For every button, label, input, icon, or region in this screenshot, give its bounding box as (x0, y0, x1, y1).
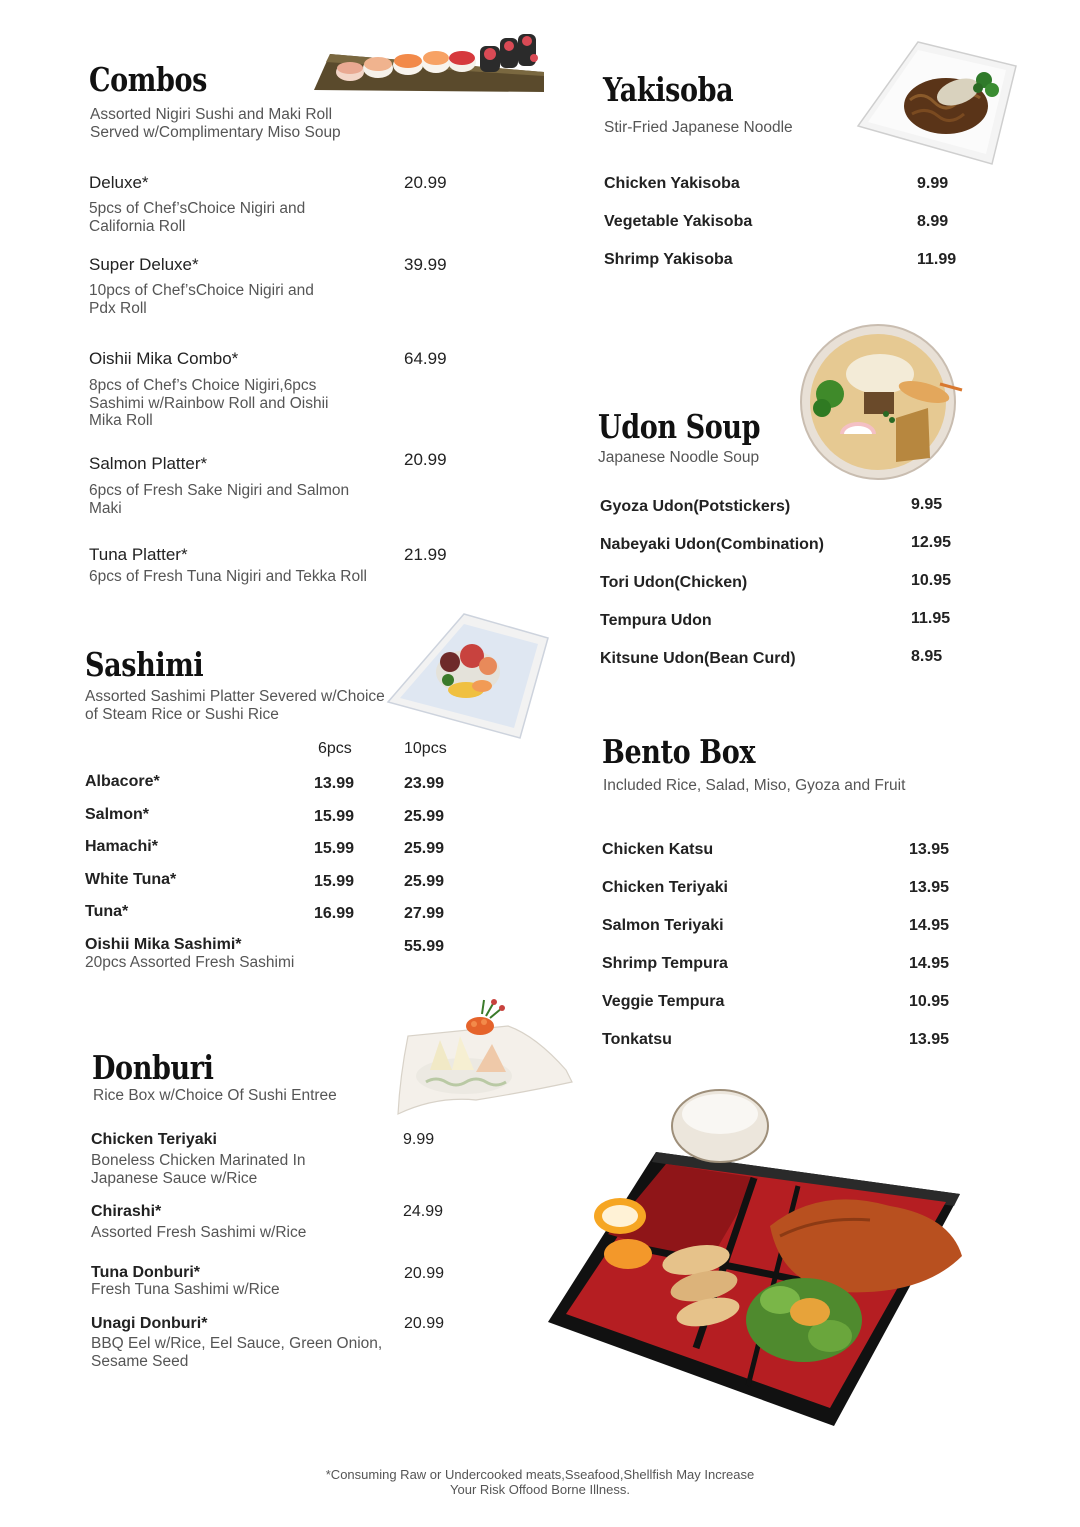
sashimi-item-price-10: 25.99 (404, 840, 445, 857)
sashimi-item-name: Albacore* (85, 773, 160, 790)
udon-title: Udon Soup (598, 407, 761, 446)
sashimi-item-price-6: 13.99 (314, 775, 355, 792)
bento-item-price: 13.95 (909, 1031, 950, 1048)
yakisoba-plate-photo (858, 40, 1018, 166)
bento-item-name: Shrimp Tempura (602, 955, 728, 972)
sashimi-special-name: Oishii Mika Sashimi* (85, 936, 242, 953)
yakisoba-subtitle: Stir-Fried Japanese Noodle (604, 119, 793, 136)
donburi-item-desc: Fresh Tuna Sashimi w/Rice (91, 1281, 280, 1298)
udon-item-name: Gyoza Udon(Potstickers) (600, 498, 791, 515)
sashimi-col-10pcs: 10pcs (404, 740, 447, 757)
donburi-item-name: Chicken Teriyaki (91, 1131, 217, 1148)
bento-item-price: 13.95 (909, 841, 950, 858)
udon-item-price: 10.95 (911, 572, 952, 589)
footer-line-1: *Consuming Raw or Undercooked meats,Sseafood,Shellfish May Increase (325, 1467, 755, 1482)
yakisoba-title: Yakisoba (603, 70, 734, 109)
bento-item-price: 14.95 (909, 917, 950, 934)
yakisoba-item-name: Chicken Yakisoba (604, 175, 740, 192)
sushi-platter-photo (312, 32, 548, 94)
menu-item-desc: 6pcs of Fresh Sake Nigiri and Salmon Maki (89, 482, 350, 517)
udon-item-name: Kitsune Udon(Bean Curd) (600, 650, 796, 667)
sashimi-item-price-10: 27.99 (404, 905, 445, 922)
udon-item-price: 12.95 (911, 534, 952, 551)
menu-item-price: 21.99 (404, 545, 447, 564)
sashimi-item-price-10: 25.99 (404, 873, 445, 890)
donburi-item-price: 24.99 (403, 1203, 444, 1220)
footer-disclaimer (230, 1467, 850, 1497)
sashimi-item-name: Salmon* (85, 806, 150, 823)
menu-item-price: 39.99 (404, 255, 447, 274)
bento-item-price: 10.95 (909, 993, 950, 1010)
sashimi-item-price-10: 23.99 (404, 775, 445, 792)
yakisoba-item-price: 9.99 (917, 175, 949, 192)
sashimi-item-price-6: 16.99 (314, 905, 355, 922)
combos-subtitle: Assorted Nigiri Sushi and Maki Roll Served w/Complimentary Miso Soup (90, 106, 341, 141)
yakisoba-item-price: 8.99 (917, 213, 949, 230)
sashimi-item-name: White Tuna* (85, 871, 177, 888)
footer-line-2: Your Risk Offood Borne Illness. (450, 1482, 630, 1497)
yakisoba-item-price: 11.99 (917, 251, 957, 268)
menu-item-desc: 6pcs of Fresh Tuna Nigiri and Tekka Roll (89, 568, 367, 585)
bento-item-name: Salmon Teriyaki (602, 917, 724, 934)
sashimi-title: Sashimi (85, 645, 204, 684)
bento-item-price: 13.95 (909, 879, 950, 896)
sashimi-item-price-6: 15.99 (314, 840, 355, 857)
sashimi-plate-photo (388, 612, 550, 740)
donburi-title: Donburi (92, 1048, 214, 1087)
menu-item-price: 64.99 (404, 349, 447, 368)
udon-item-name: Nabeyaki Udon(Combination) (600, 536, 825, 553)
donburi-item-desc: Assorted Fresh Sashimi w/Rice (91, 1224, 307, 1241)
sashimi-col-6pcs: 6pcs (318, 740, 352, 757)
menu-item-name: Oishii Mika Combo* (89, 349, 239, 368)
udon-item-price: 9.95 (911, 496, 943, 513)
donburi-item-name: Chirashi* (91, 1203, 162, 1220)
udon-item-name: Tori Udon(Chicken) (600, 574, 748, 591)
udon-item-price: 8.95 (911, 648, 943, 665)
udon-item-name: Tempura Udon (600, 612, 712, 629)
donburi-subtitle: Rice Box w/Choice Of Sushi Entree (93, 1087, 337, 1104)
menu-item-desc: 5pcs of Chef’sChoice Nigiri and California Roll (89, 200, 306, 235)
bento-item-name: Chicken Katsu (602, 841, 714, 858)
menu-item-name: Super Deluxe* (89, 255, 199, 274)
yakisoba-item-name: Vegetable Yakisoba (604, 213, 753, 230)
bento-item-name: Tonkatsu (602, 1031, 672, 1048)
sashimi-item-name: Hamachi* (85, 838, 158, 855)
combos-title: Combos (89, 60, 207, 99)
udon-bowl-photo (800, 322, 968, 480)
bento-title: Bento Box (602, 732, 756, 771)
bento-item-name: Veggie Tempura (602, 993, 725, 1010)
donburi-item-name: Unagi Donburi* (91, 1315, 208, 1332)
yakisoba-item-name: Shrimp Yakisoba (604, 251, 733, 268)
donburi-item-price: 20.99 (404, 1315, 445, 1332)
menu-item-price: 20.99 (404, 173, 447, 192)
bento-subtitle: Included Rice, Salad, Miso, Gyoza and Fruit (603, 777, 906, 794)
menu-item-name: Salmon Platter* (89, 454, 208, 473)
sashimi-item-price-10: 25.99 (404, 808, 445, 825)
menu-item-name: Tuna Platter* (89, 545, 188, 564)
udon-item-price: 11.95 (911, 610, 951, 627)
udon-subtitle: Japanese Noodle Soup (598, 449, 760, 466)
donburi-item-price: 20.99 (404, 1265, 445, 1282)
bento-item-name: Chicken Teriyaki (602, 879, 728, 896)
sashimi-item-name: Tuna* (85, 903, 129, 920)
donburi-item-name: Tuna Donburi* (91, 1264, 201, 1281)
sashimi-special-desc: 20pcs Assorted Fresh Sashimi (85, 954, 295, 971)
menu-item-desc: 8pcs of Chef’s Choice Nigiri,6pcs Sashimi w/Rainbow Roll and Oishii Mika Roll (89, 377, 329, 429)
sashimi-special-price: 55.99 (404, 938, 445, 955)
menu-item-name: Deluxe* (89, 173, 149, 192)
bento-item-price: 14.95 (909, 955, 950, 972)
sashimi-subtitle: Assorted Sashimi Platter Severed w/Choice of Steam Rice or Sushi Rice (85, 688, 385, 723)
menu-item-price: 20.99 (404, 450, 447, 469)
donburi-item-desc: BBQ Eel w/Rice, Eel Sauce, Green Onion, Sesame Seed (91, 1335, 383, 1370)
sashimi-item-price-6: 15.99 (314, 873, 355, 890)
bento-box-photo (548, 1086, 964, 1428)
donburi-item-desc: Boneless Chicken Marinated In Japanese Sauce w/Rice (91, 1152, 306, 1187)
sashimi-item-price-6: 15.99 (314, 808, 355, 825)
menu-item-desc: 10pcs of Chef’sChoice Nigiri and Pdx Roll (89, 282, 314, 317)
donburi-item-price: 9.99 (403, 1131, 435, 1148)
